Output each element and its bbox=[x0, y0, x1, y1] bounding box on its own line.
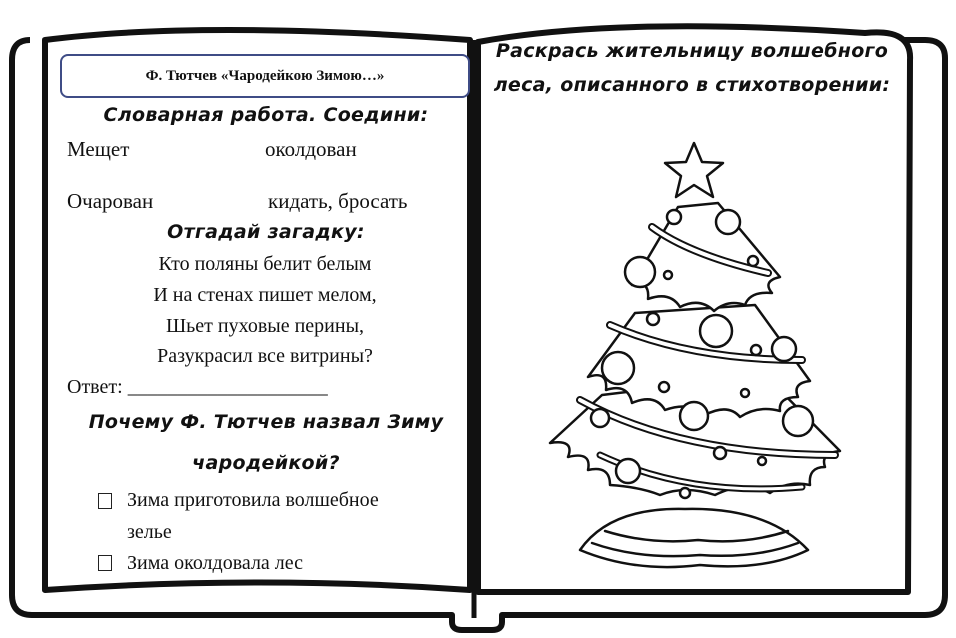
riddle-line: Кто поляны белит белым bbox=[158, 253, 372, 275]
vocab-heading: Словарная работа. Соедини: bbox=[103, 104, 429, 126]
option-checkbox-1[interactable] bbox=[98, 493, 112, 509]
option-checkbox-2[interactable] bbox=[98, 555, 112, 571]
christmas-tree-coloring-icon[interactable] bbox=[540, 135, 850, 600]
vocab-word-right-1[interactable]: околдован bbox=[265, 137, 357, 161]
riddle-line: И на стенах пишет мелом, bbox=[153, 284, 377, 306]
question-line-2: чародейкой? bbox=[192, 452, 340, 474]
riddle-line: Шьет пуховые перины, bbox=[165, 315, 365, 337]
poem-title-box bbox=[60, 54, 470, 98]
poem-title: Ф. Тютчев «Чародейкою Зимою…» bbox=[145, 67, 385, 84]
option-1-line-1: Зима приготовила волшебное bbox=[127, 489, 379, 511]
answer-label: Ответ: bbox=[67, 376, 128, 398]
vocab-word-left-1[interactable]: Мещет bbox=[67, 137, 130, 161]
vocab-word-left-2[interactable]: Очарован bbox=[67, 189, 154, 213]
answer-blank[interactable]: ____________________ bbox=[127, 376, 328, 398]
coloring-instruction-line-1: Раскрась жительницу волшебного bbox=[495, 40, 889, 62]
question-line-1: Почему Ф. Тютчев назвал Зиму bbox=[88, 411, 444, 433]
riddle-heading: Отгадай загадку: bbox=[167, 221, 365, 243]
riddle-line: Разукрасил все витрины? bbox=[157, 345, 373, 367]
option-2-line-1: Зима околдовала лес bbox=[127, 552, 304, 574]
coloring-instruction-line-2: леса, описанного в стихотворении: bbox=[493, 74, 891, 96]
answer-row bbox=[67, 376, 328, 399]
option-1-line-2: зелье bbox=[127, 521, 172, 543]
vocab-word-right-2[interactable]: кидать, бросать bbox=[268, 189, 408, 213]
